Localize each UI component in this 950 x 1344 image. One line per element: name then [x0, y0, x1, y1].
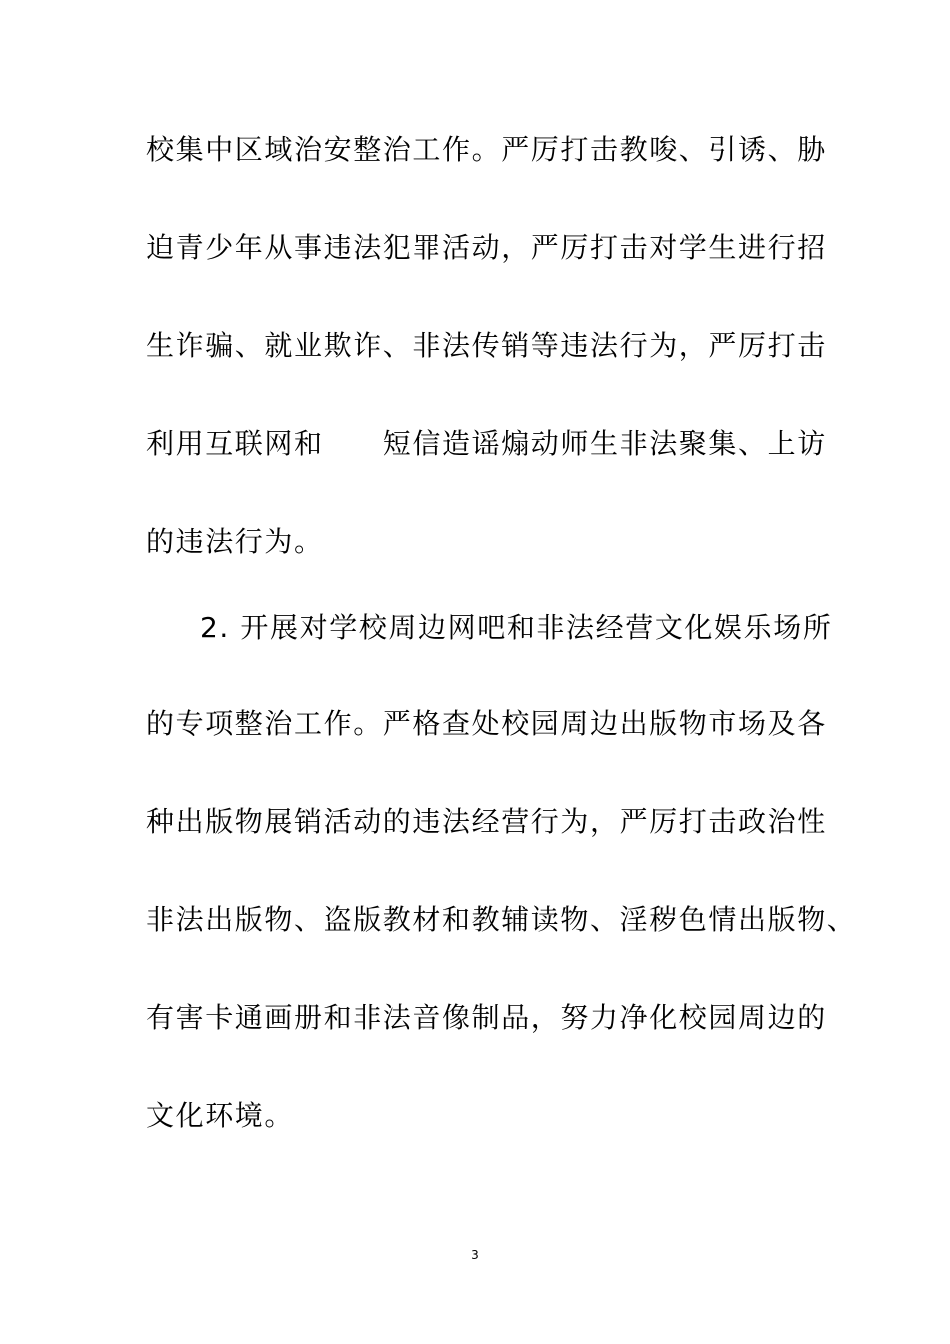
paragraph-line: 利用互联网和 短信造谣煽动师生非法聚集、上访: [146, 427, 827, 460]
paragraph-line: 的违法行为。: [146, 525, 324, 558]
paragraph-line: 有害卡通画册和非法音像制品，努力净化校园周边的: [146, 1001, 827, 1034]
paragraph-line: 文化环境。: [146, 1099, 295, 1132]
paragraph-line: 生诈骗、就业欺诈、非法传销等违法行为，严厉打击: [146, 329, 827, 362]
paragraph-line: 迫青少年从事违法犯罪活动，严厉打击对学生进行招: [146, 231, 827, 264]
paragraph-line: 校集中区域治安整治工作。严厉打击教唆、引诱、胁: [146, 133, 827, 166]
section-heading-line: 2. 开展对学校周边网吧和非法经营文化娱乐场所: [200, 611, 833, 644]
page-number: 3: [471, 1248, 479, 1262]
paragraph-line: 种出版物展销活动的违法经营行为，严厉打击政治性: [146, 805, 827, 838]
paragraph-line: 非法出版物、盗版教材和教辅读物、淫秽色情出版物、: [146, 903, 857, 936]
paragraph-line: 的专项整治工作。严格查处校园周边出版物市场及各: [146, 707, 827, 740]
